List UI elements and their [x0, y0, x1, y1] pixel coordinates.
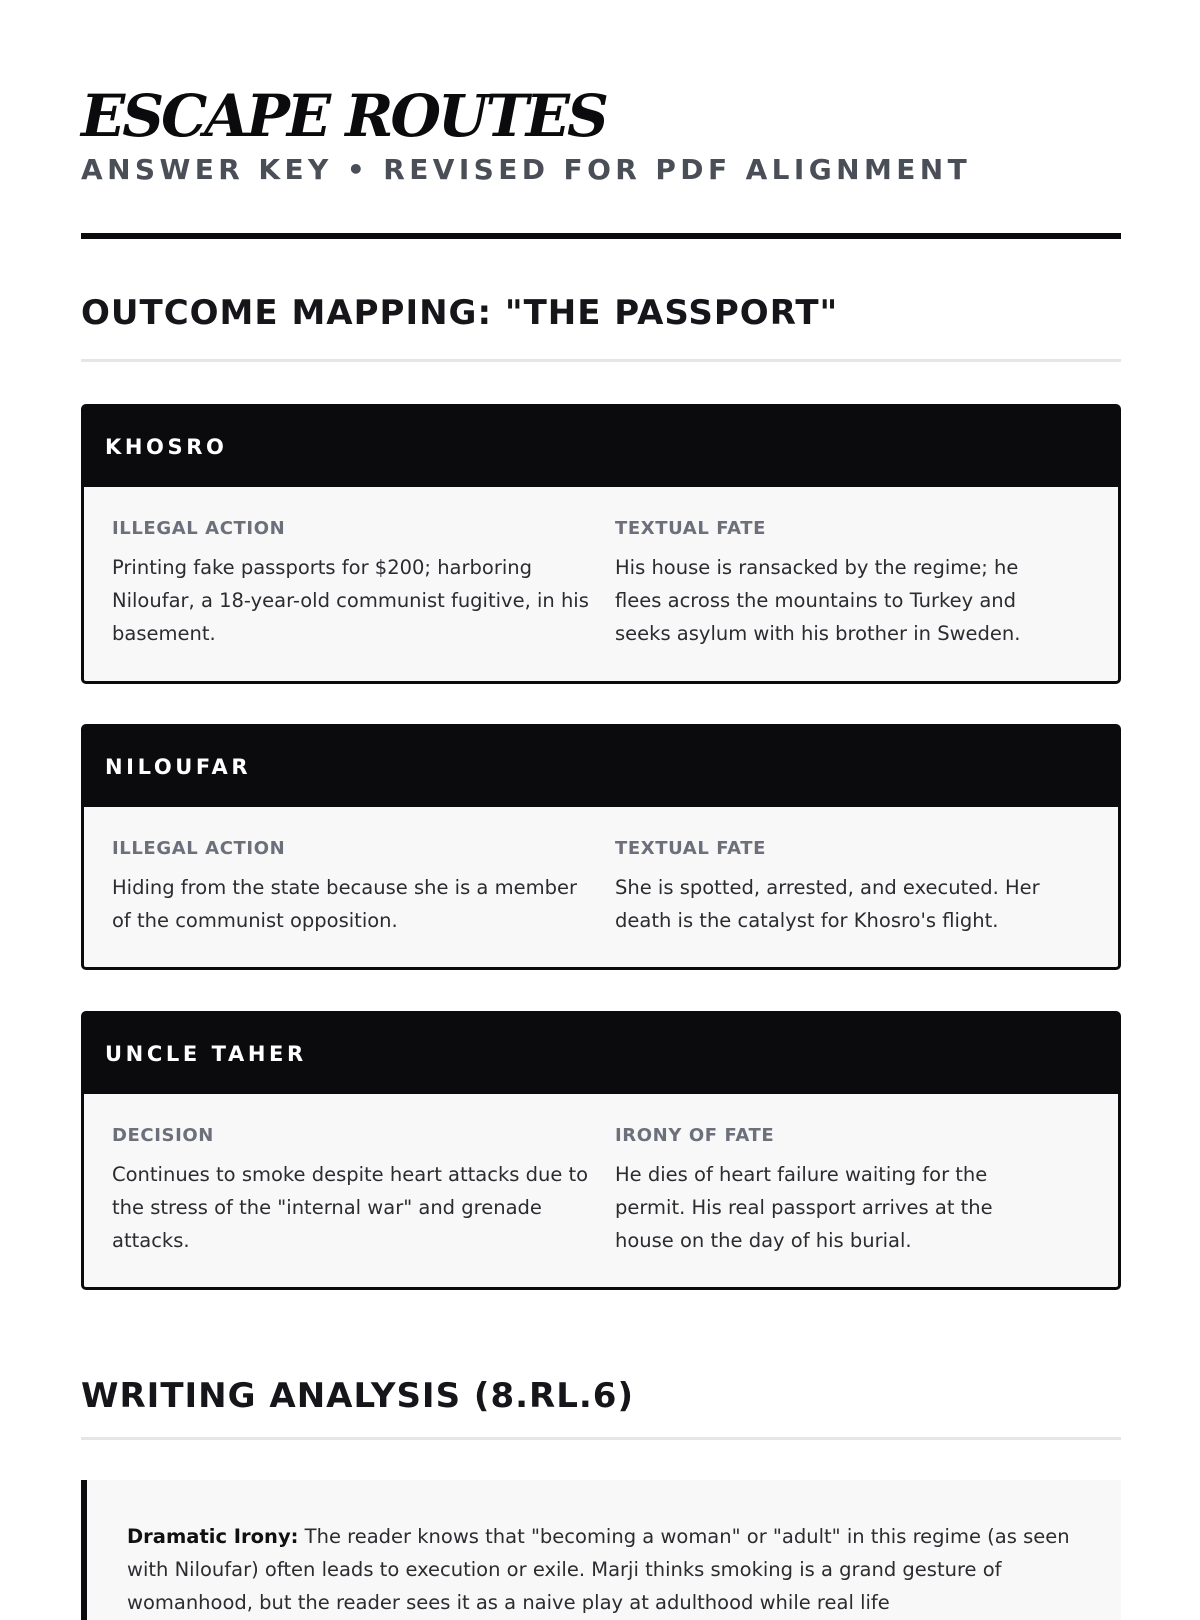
illegal-action-column — [112, 837, 615, 937]
character-card-niloufar — [81, 724, 1121, 970]
callout-label: Dramatic Irony: — [127, 1525, 299, 1548]
writing-heading-divider — [81, 1437, 1121, 1440]
dramatic-irony-callout — [81, 1480, 1121, 1620]
character-name: UNCLE TAHER — [105, 1042, 307, 1066]
decision-column — [112, 1124, 615, 1257]
character-card-uncle-taher — [81, 1011, 1121, 1290]
column-label: ILLEGAL ACTION — [112, 838, 286, 859]
column-label: DECISION — [112, 1125, 214, 1146]
column-text: Printing fake passports for $200; harboring Niloufar, a 18-year-old communist fugitive, in his basement. — [112, 556, 589, 645]
column-label: TEXTUAL FATE — [615, 838, 766, 859]
card-body — [84, 487, 1118, 650]
column-text: Continues to smoke despite heart attacks due to the stress of the "internal war" and grenade attacks. — [112, 1163, 589, 1252]
illegal-action-column — [112, 517, 615, 650]
irony-of-fate-column — [615, 1124, 1075, 1257]
textual-fate-column — [615, 517, 1075, 650]
column-text: His house is ransacked by the regime; he flees across the mountains to Turkey and seeks asylum with his brother in Sweden. — [615, 556, 1021, 645]
writing-analysis-heading: WRITING ANALYSIS (8.RL.6) — [81, 1376, 634, 1416]
document-subtitle: ANSWER KEY • REVISED FOR PDF ALIGNMENT — [81, 153, 972, 186]
column-label: IRONY OF FATE — [615, 1125, 775, 1146]
callout-text: The reader knows that "becoming a woman" or "adult" in this regime (as seen with Niloufar) often leads to execution or exile. Marji thinks smoking is a grand gesture of womanhood, but the reader sees it as a naive play at adulthood while real life — [127, 1525, 1070, 1614]
card-header — [84, 727, 1118, 807]
column-text: He dies of heart failure waiting for the permit. His real passport arrives at the house on the day of his burial. — [615, 1163, 993, 1252]
character-name: KHOSRO — [105, 435, 228, 459]
card-header — [84, 407, 1118, 487]
character-name: NILOUFAR — [105, 755, 252, 779]
column-text: Hiding from the state because she is a member of the communist opposition. — [112, 876, 577, 932]
column-label: TEXTUAL FATE — [615, 518, 766, 539]
header-divider — [81, 233, 1121, 239]
outcome-mapping-heading: OUTCOME MAPPING: "THE PASSPORT" — [81, 293, 839, 333]
document-title: ESCAPE ROUTES — [81, 82, 606, 150]
character-card-khosro — [81, 404, 1121, 684]
outcome-heading-divider — [81, 359, 1121, 362]
column-label: ILLEGAL ACTION — [112, 518, 286, 539]
card-body — [84, 807, 1118, 937]
card-body — [84, 1094, 1118, 1257]
textual-fate-column — [615, 837, 1075, 937]
card-header — [84, 1014, 1118, 1094]
column-text: She is spotted, arrested, and executed. Her death is the catalyst for Khosro's flight. — [615, 876, 1040, 932]
